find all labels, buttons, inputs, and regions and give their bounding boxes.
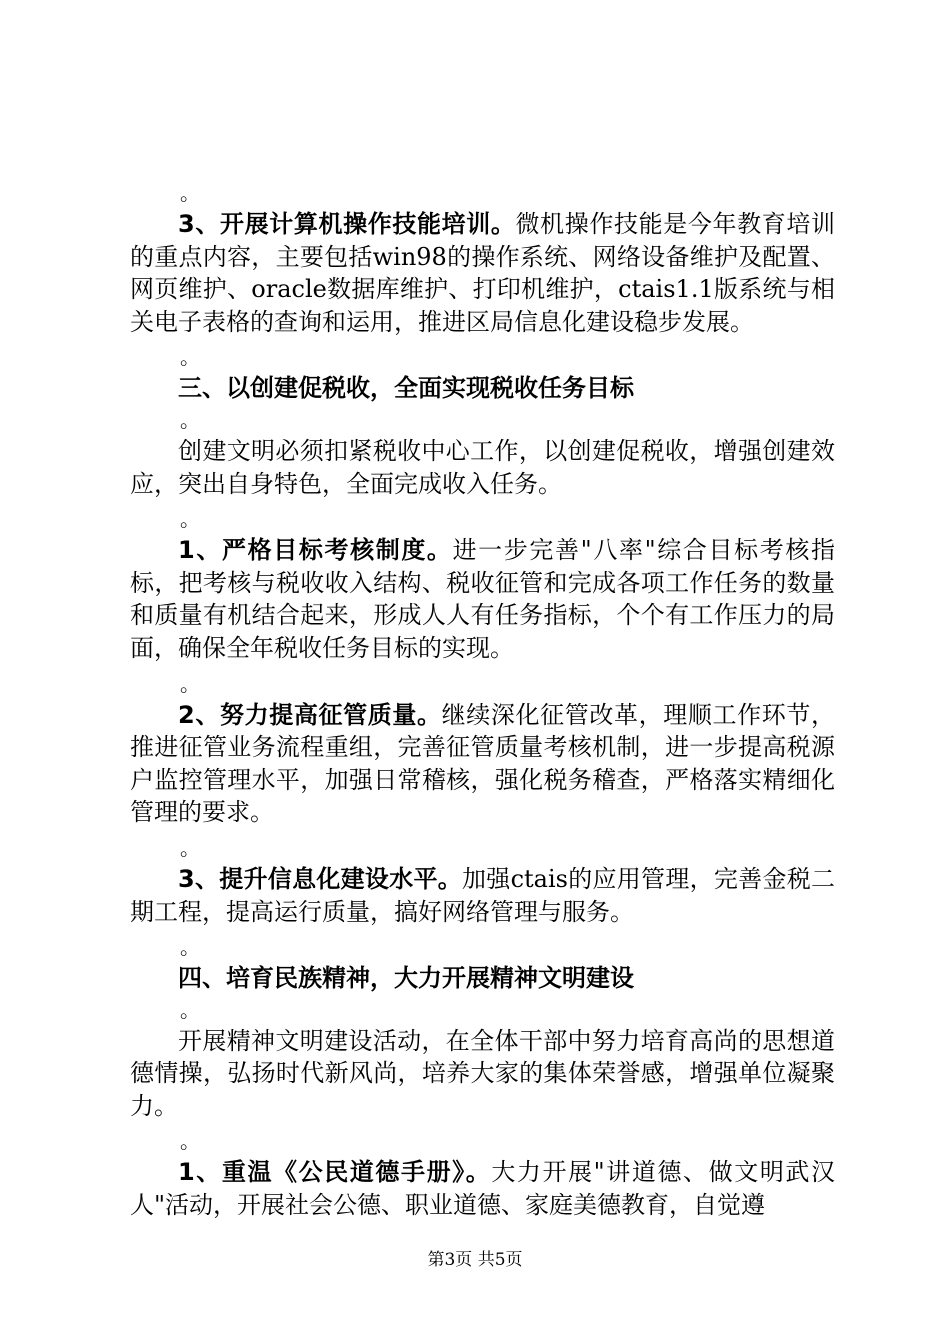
paragraph-ethics <box>130 1156 835 1221</box>
paragraph-text: 加强ctais的应用管理，完善金税二期工程，提高运行质量，搞好网络管理与服务。 <box>130 864 835 926</box>
paragraph-lead: 3、开展计算机操作技能培训。 <box>178 210 516 238</box>
section-heading-3: 三、以创建促税收，全面实现税收任务目标 <box>178 374 634 403</box>
paragraph-lead: 2、努力提高征管质量。 <box>178 700 442 729</box>
paragraph-text: 继续深化征管改革，理顺工作环节，推进征管业务流程重组，完善征管质量考核机制，进一步提高税源户监控管理水平，加强日常稽核，强化税务稽查，严格落实精细化管理的要求。 <box>130 700 835 827</box>
paragraph-text: 大力开展"讲道德、做文明武汉人"活动，开展社会公德、职业道德、家庭美德教育，自觉遵 <box>130 1158 835 1220</box>
section-heading-4: 四、培育民族精神，大力开展精神文明建设 <box>178 964 634 993</box>
paragraph-lead: 1、重温《公民道德手册》。 <box>178 1158 492 1187</box>
document-body <box>130 178 835 1222</box>
paragraph-marker: 。 <box>180 997 200 1022</box>
paragraph-text: 微机操作技能是今年教育培训的重点内容，主要包括win98的操作系统、网络设备维护及配置、网页维护、oracle数据库维护、打印机维护，ctais1.1版系统与相关电子表格的查询和运用，推进区局信息化建设稳步发展。 <box>130 210 836 336</box>
paragraph-marker: 。 <box>180 671 200 696</box>
paragraph-lead: 1、严格目标考核制度。 <box>178 536 453 565</box>
paragraph-informatization <box>130 863 835 928</box>
paragraph-marker: 。 <box>180 507 200 532</box>
paragraph-marker: 。 <box>180 935 200 960</box>
page-footer: 第3页 共5页 <box>427 1250 523 1270</box>
paragraph-intro-tax: 创建文明必须扣紧税收中心工作，以创建促税收，增强创建效应，突出自身特色，全面完成收入任务。 <box>130 436 835 498</box>
paragraph-quality <box>130 699 835 829</box>
paragraph-marker: 。 <box>180 835 200 860</box>
paragraph-marker: 。 <box>180 407 200 432</box>
paragraph-lead: 3、提升信息化建设水平。 <box>178 864 463 893</box>
paragraph-marker: 。 <box>180 181 200 205</box>
paragraph-marker: 。 <box>180 345 200 370</box>
paragraph-intro-culture: 开展精神文明建设活动，在全体干部中努力培育高尚的思想道德情操，弘扬时代新风尚，培养大家的集体荣誉感，增强单位凝聚力。 <box>130 1026 835 1120</box>
paragraph-computer-training <box>130 208 835 338</box>
paragraph-marker: 。 <box>180 1129 200 1154</box>
paragraph-text: 进一步完善"八率"综合目标考核指标，把考核与税收收入结构、税收征管和完成各项工作任务的数量和质量有机结合起来，形成人人有任务指标，个个有工作压力的局面，确保全年税收任务目标的实现。 <box>130 536 835 662</box>
paragraph-assessment <box>130 534 835 664</box>
